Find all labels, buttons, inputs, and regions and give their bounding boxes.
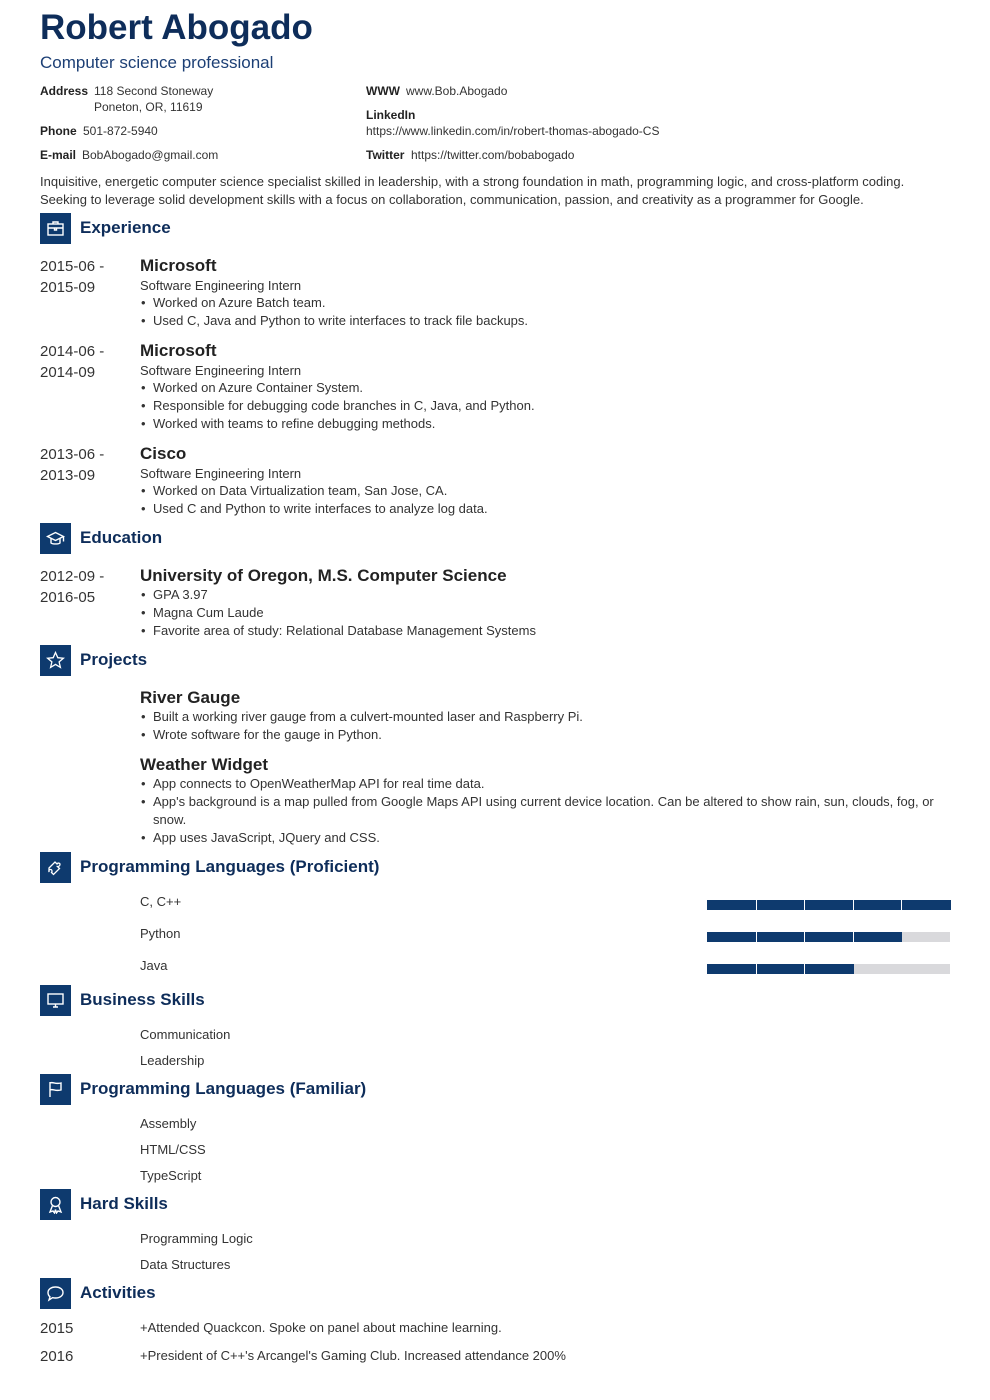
- skill-level-bar: [707, 932, 950, 942]
- address-line1: 118 Second Stoneway: [94, 84, 214, 98]
- list-item: • GPA 3.97: [140, 586, 940, 604]
- project-bullets: [140, 708, 940, 744]
- graduation-cap-icon: [40, 523, 71, 554]
- briefcase-icon: [40, 213, 71, 244]
- list-item: • Favorite area of study: Relational Database Management Systems: [140, 622, 940, 640]
- twitter-label: Twitter: [366, 148, 405, 162]
- section-title-projects: Projects: [80, 650, 148, 669]
- list-item: HTML/CSS: [140, 1142, 206, 1157]
- list-item: Programming Logic: [140, 1231, 253, 1246]
- award-icon: [40, 1189, 71, 1220]
- www-block: [366, 83, 507, 99]
- list-item: • Wrote software for the gauge in Python.: [140, 726, 940, 744]
- list-item: • Used C, Java and Python to write interfaces to track file backups.: [140, 312, 940, 330]
- skill-level-bar: [707, 900, 950, 910]
- list-item: • Worked on Data Virtualization team, San Jose, CA.: [140, 482, 940, 500]
- list-item: • App connects to OpenWeatherMap API for real time data.: [140, 775, 940, 793]
- skill-level-segment: [756, 900, 806, 910]
- twitter-link[interactable]: https://twitter.com/bobabogado: [411, 148, 575, 162]
- education-bullets: [140, 586, 940, 640]
- email-value[interactable]: BobAbogado@gmail.com: [82, 148, 219, 162]
- project-name: Weather Widget: [140, 755, 268, 774]
- section-familiar: [40, 1074, 640, 1105]
- section-experience: [40, 213, 640, 244]
- section-business: [40, 985, 640, 1016]
- experience-role: Software Engineering Intern: [140, 363, 302, 378]
- www-label: WWW: [366, 84, 400, 98]
- linkedin-label: LinkedIn: [366, 108, 416, 122]
- activity-year: 2015: [40, 1320, 74, 1337]
- section-proficient: [40, 852, 640, 883]
- email-block: [40, 147, 218, 163]
- education-date: 2012-09 - 2016-05: [40, 568, 105, 606]
- list-item: • Worked on Azure Batch team.: [140, 294, 940, 312]
- section-title-activities: Activities: [80, 1283, 156, 1302]
- section-activities: [40, 1278, 640, 1309]
- twitter-block: [366, 147, 574, 163]
- list-item: • Worked with teams to refine debugging methods.: [140, 415, 940, 433]
- section-projects: [40, 645, 640, 676]
- skill-level-segment: [707, 964, 756, 974]
- project-name: River Gauge: [140, 688, 241, 707]
- skill-level-segment: [707, 932, 756, 942]
- section-title-proficient: Programming Languages (Proficient): [80, 857, 380, 876]
- section-title-business: Business Skills: [80, 990, 205, 1009]
- skill-name: C, C++: [140, 894, 182, 909]
- skill-name: Python: [140, 926, 181, 941]
- phone-block: [40, 123, 158, 139]
- list-item: • Responsible for debugging code branches in C, Java, and Python.: [140, 397, 940, 415]
- education-school: University of Oregon, M.S. Computer Science: [140, 566, 507, 585]
- experience-company: Microsoft: [140, 341, 217, 360]
- activity-year: 2016: [40, 1348, 74, 1365]
- puzzle-icon: [40, 852, 71, 883]
- list-item: • Used C and Python to write interfaces to analyze log data.: [140, 500, 940, 518]
- linkedin-link[interactable]: https://www.linkedin.com/in/robert-thomas-abogado-CS: [366, 124, 660, 138]
- experience-date: 2014-06 - 2014-09: [40, 343, 105, 381]
- experience-role: Software Engineering Intern: [140, 278, 302, 293]
- list-item: Communication: [140, 1027, 231, 1042]
- skill-level-segment: [804, 900, 854, 910]
- list-item: • Built a working river gauge from a culvert-mounted laser and Raspberry Pi.: [140, 708, 940, 726]
- phone-label: Phone: [40, 124, 77, 138]
- section-education: [40, 523, 640, 554]
- experience-bullets: [140, 379, 940, 433]
- experience-role: Software Engineering Intern: [140, 466, 302, 481]
- section-title-hard-skills: Hard Skills: [80, 1194, 168, 1213]
- flag-icon: [40, 1074, 71, 1105]
- candidate-title: Computer science professional: [40, 53, 274, 72]
- skill-level-segment: [853, 900, 903, 910]
- skill-level-segment: [804, 964, 854, 974]
- experience-bullets: [140, 482, 940, 518]
- summary: Inquisitive, energetic computer science specialist skilled in leadership, with a strong foundation in math, programming logic, and cross-platform coding. Seeking to leverage solid development skills with a focus on collaboration, communication, passion, and creativity as a programmer for Google.: [40, 174, 905, 207]
- skill-level-segment: [707, 900, 756, 910]
- experience-bullets: [140, 294, 940, 330]
- list-item: • App's background is a map pulled from Google Maps API using current device location. Can be altered to show rain, sun, clouds, fog, or snow.: [140, 793, 940, 829]
- star-icon: [40, 645, 71, 676]
- email-label: E-mail: [40, 148, 77, 162]
- list-item: Leadership: [140, 1053, 205, 1068]
- section-title-experience: Experience: [80, 218, 171, 237]
- speech-bubble-icon: [40, 1278, 71, 1309]
- experience-company: Cisco: [140, 444, 187, 463]
- section-hard-skills: [40, 1189, 640, 1220]
- experience-date: 2013-06 - 2013-09: [40, 446, 105, 484]
- activity-text: +President of C++'s Arcangel's Gaming Club. Increased attendance 200%: [140, 1348, 566, 1363]
- linkedin-block: [366, 107, 659, 139]
- list-item: • App uses JavaScript, JQuery and CSS.: [140, 829, 940, 847]
- project-bullets: [140, 775, 940, 847]
- address-block: [40, 83, 213, 115]
- skill-level-segment: [804, 932, 854, 942]
- list-item: Data Structures: [140, 1257, 231, 1272]
- experience-date: 2015-06 - 2015-09: [40, 258, 105, 296]
- skill-name: Java: [140, 958, 168, 973]
- list-item: • Worked on Azure Container System.: [140, 379, 940, 397]
- section-title-familiar: Programming Languages (Familiar): [80, 1079, 367, 1098]
- skill-level-segment: [901, 900, 951, 910]
- address-line2: Poneton, OR, 11619: [94, 100, 203, 114]
- list-item: Assembly: [140, 1116, 197, 1131]
- phone-value: 501-872-5940: [83, 124, 158, 138]
- skill-level-segment: [853, 932, 903, 942]
- address-label: Address: [40, 84, 89, 98]
- skill-level-segment: [756, 964, 806, 974]
- skill-level-segment: [756, 932, 806, 942]
- www-link[interactable]: www.Bob.Abogado: [406, 84, 508, 98]
- experience-company: Microsoft: [140, 256, 217, 275]
- section-title-education: Education: [80, 528, 163, 547]
- activity-text: +Attended Quackcon. Spoke on panel about machine learning.: [140, 1320, 502, 1335]
- list-item: TypeScript: [140, 1168, 202, 1183]
- skill-level-bar: [707, 964, 950, 974]
- list-item: • Magna Cum Laude: [140, 604, 940, 622]
- monitor-icon: [40, 985, 71, 1016]
- candidate-name: Robert Abogado: [40, 8, 313, 47]
